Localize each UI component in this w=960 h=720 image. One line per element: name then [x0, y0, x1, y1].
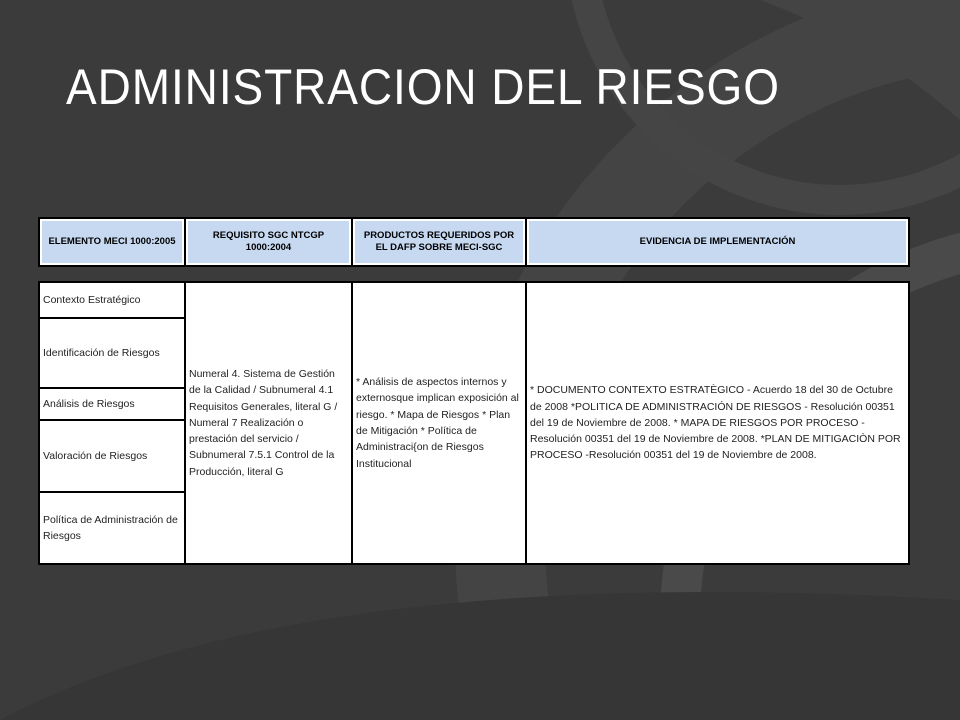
- header-requisito-sgc: REQUISITO SGC NTCGP 1000:2004: [185, 218, 352, 266]
- element-cell: Identificación de Riesgos: [39, 318, 185, 388]
- element-cell: Contexto Estratégico: [39, 282, 185, 318]
- element-cell: Análisis de Riesgos: [39, 388, 185, 420]
- header-elemento-meci: ELEMENTO MECI 1000:2005: [39, 218, 185, 266]
- evidencia-cell: * DOCUMENTO CONTEXTO ESTRATÈGICO - Acuerdo 18 del 30 de Octubre de 2008 *POLITICA DE ADMINISTRACIÓN DE RIESGOS - Resolución 00351 del 19 de Noviembre de 2008. * MAPA DE RIESGOS POR PROCESO - Resolución 00351 del 19 de Noviembre de 2008. *PLAN DE MITIGACIÒN POR PROCESO -Resolución 00351 del 19 de Noviembre de 2008.: [526, 282, 909, 564]
- header-productos-dafp: PRODUCTOS REQUERIDOS POR EL DAFP SOBRE MECI-SGC: [352, 218, 526, 266]
- requisito-cell: Numeral 4. Sistema de Gestión de la Calidad / Subnumeral 4.1 Requisitos Generales, literal G / Numeral 7 Realización o prestación del servicio / Subnumeral 7.5.1 Control de la Producción, literal G: [185, 282, 352, 564]
- table-row: [39, 282, 909, 318]
- header-evidencia: EVIDENCIA DE IMPLEMENTACIÓN: [526, 218, 909, 266]
- table-header: [38, 217, 910, 267]
- productos-cell: * Análisis de aspectos internos y externosque implican exposición al riesgo. * Mapa de Riesgos * Plan de Mitigación * Política de Administraci{on de Riesgos Institucional: [352, 282, 526, 564]
- slide-title: ADMINISTRACION DEL RIESGO: [66, 59, 780, 115]
- risk-table: [38, 217, 908, 565]
- element-cell: Valoración de Riesgos: [39, 420, 185, 492]
- element-cell: Política de Administración de Riesgos: [39, 492, 185, 564]
- table-body: [38, 281, 910, 565]
